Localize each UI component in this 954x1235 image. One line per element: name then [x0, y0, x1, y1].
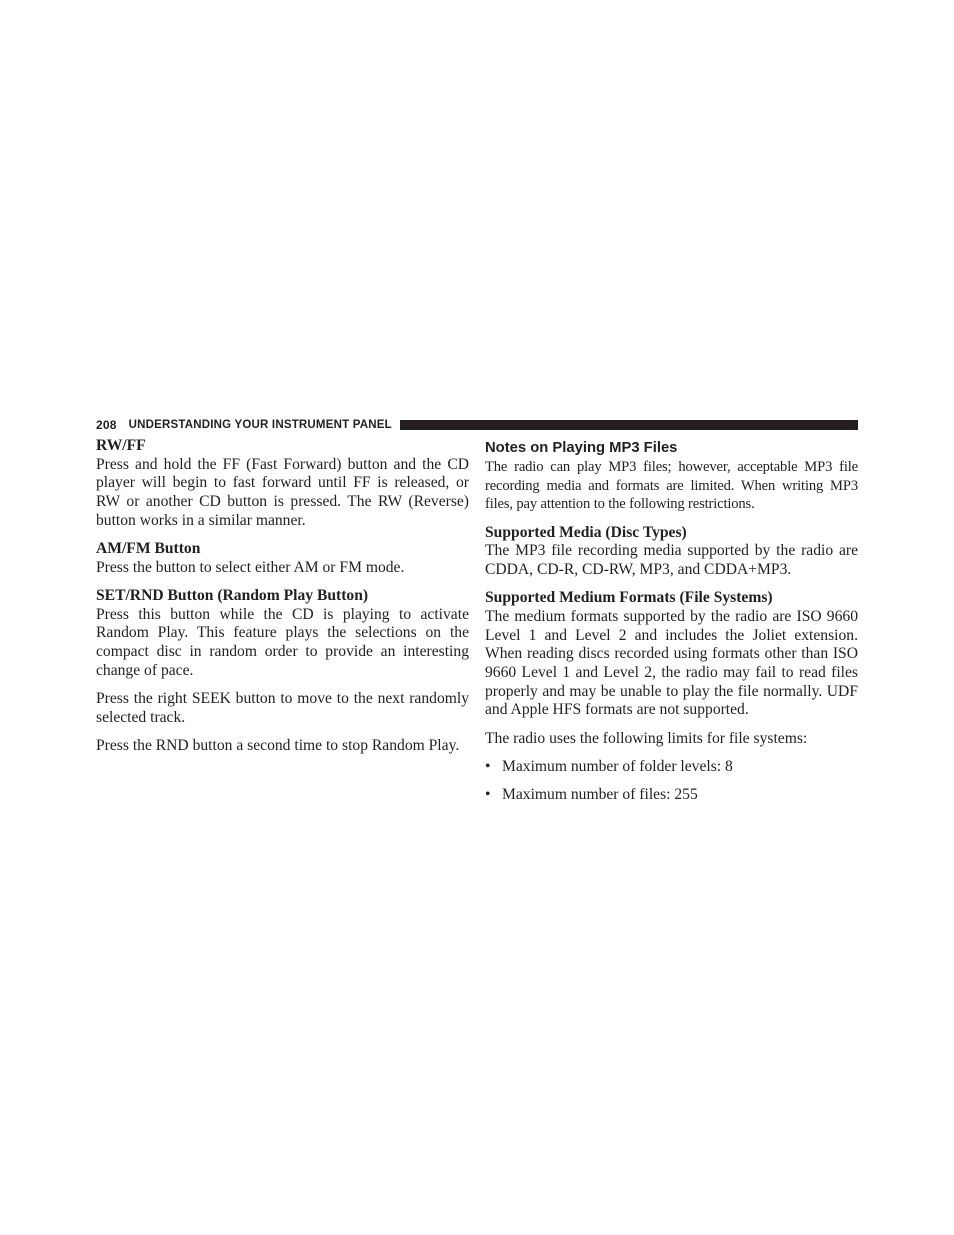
page-header — [96, 417, 858, 433]
limits-list — [485, 758, 858, 805]
header-rule — [400, 420, 858, 430]
mp3-heading: Notes on Playing MP3 Files — [485, 440, 678, 456]
amfm-heading: AM/FM Button — [96, 540, 201, 558]
bullet-icon: • — [485, 757, 491, 775]
rwff-heading: RW/FF — [96, 437, 146, 454]
rwff-body: Press and hold the FF (Fast Forward) button and the CD player will begin to fast forward until FF is released, or RW or another CD button is pressed. The RW (Reverse) button works in a similar manner. — [96, 455, 469, 529]
list-item — [485, 786, 858, 805]
formats-heading: Supported Medium Formats (File Systems) — [485, 589, 773, 607]
media-heading: Supported Media (Disc Types) — [485, 523, 687, 541]
limits-intro: The radio uses the following limits for file systems: — [485, 729, 808, 747]
setrnd-heading: SET/RND Button (Random Play Button) — [96, 586, 369, 604]
left-column — [96, 437, 469, 756]
right-column — [485, 437, 858, 805]
media-body: The MP3 file recording media supported by the radio are CDDA, CD-R, CD-RW, MP3, and CDDA+MP3. — [485, 542, 858, 579]
setrnd-body-2: Press the right SEEK button to move to the next randomly selected track. — [96, 689, 469, 726]
list-item — [485, 758, 858, 777]
page-number: 208 — [96, 418, 117, 432]
formats-body: The medium formats supported by the radio are ISO 9660 Level 1 and Level 2 and includes the Joliet extension. When reading discs recorded using formats other than ISO 9660 Level 1 and Level 2, the radio may fail to read files properly and may be unable to play the file normally. UDF and Apple HFS formats are not supported. — [485, 607, 858, 719]
setrnd-body-1: Press this button while the CD is playing to activate Random Play. This feature plays the selections on the compact disc in random order to provide an interesting change of pace. — [96, 605, 469, 679]
setrnd-body-3: Press the RND button a second time to stop Random Play. — [96, 736, 460, 754]
section-title: UNDERSTANDING YOUR INSTRUMENT PANEL — [128, 419, 392, 431]
bullet-icon: • — [485, 786, 491, 804]
list-item-text: Maximum number of files: 255 — [502, 786, 698, 804]
mp3-body: The radio can play MP3 files; however, acceptable MP3 file recording media and formats are limited. When writing MP3 files, pay attention to the following restrictions. — [485, 459, 858, 513]
amfm-body: Press the button to select either AM or FM mode. — [96, 558, 405, 576]
list-item-text: Maximum number of folder levels: 8 — [502, 757, 733, 775]
